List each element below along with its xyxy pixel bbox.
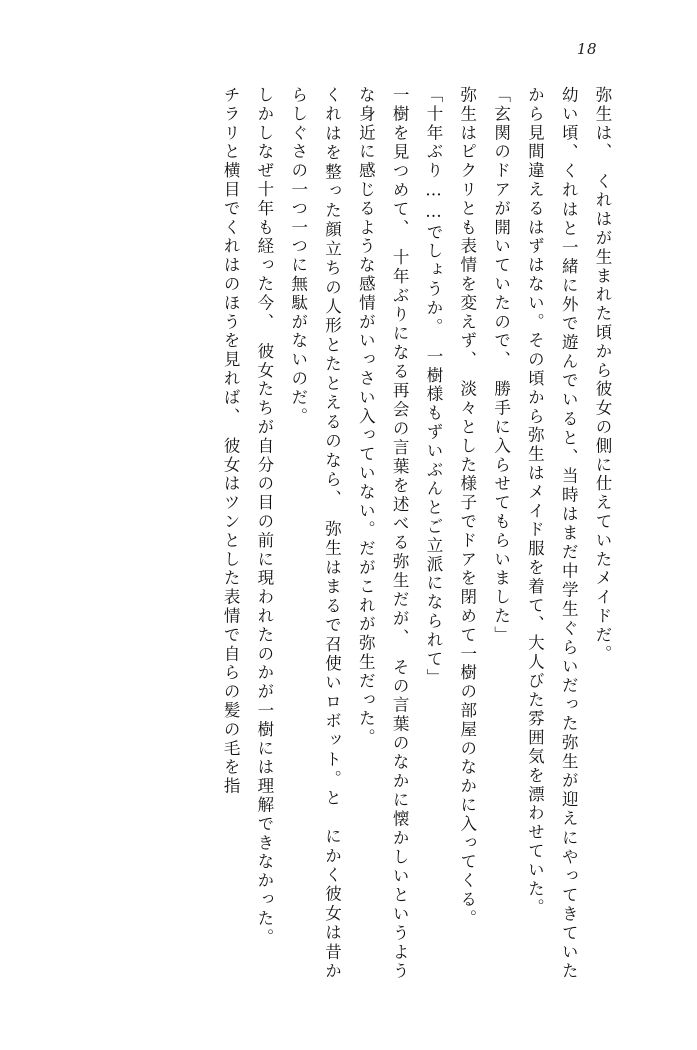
paragraph: 幼い頃、くれはと一緒に外で遊んでいると、当時はまだ中学生ぐらいだった弥生が迎えにやってきていたから見間違えるはずはない。その頃から弥生はメイド服を着て、大人びた雰囲気を漂わせていた。 xyxy=(525,86,579,981)
paragraph: 弥生は、 くれはが生まれた頃から彼女の側に仕えていたメイドだ。 xyxy=(593,86,612,664)
page-number: 18 xyxy=(576,40,597,58)
novel-body-text xyxy=(78,86,619,981)
paragraph: しかしなぜ十年も経った今、 彼女たちが自分の目の前に現われたのかが一樹には理解できなかった。 xyxy=(254,86,274,948)
paragraph: チラリと横目でくれはのほうを見れば、 彼女はツンとした表情で自らの髪の毛を指 xyxy=(221,86,241,796)
paragraph: 「玄関のドアが開いていたので、 勝手に入らせてもらいました」 xyxy=(491,86,511,645)
paragraph: 弥生はピクリとも表情を変えず、 淡々とした様子でドアを閉めて一樹の部屋のなかに入ってくる。 xyxy=(457,86,477,929)
paragraph: くれはを整った顔立ちの人形とたとえるのなら、 弥生はまるで召使いロボット。と にかく彼女は昔からしぐさの一つ一つに無駄がないのだ。 xyxy=(288,86,342,981)
paragraph: 一樹を見つめて、 十年ぶりになる再会の言葉を述べる弥生だが、 その言葉のなかに懐かしいというような身近に感じるような感情がいっさい入っていない。だがこれが弥生だった。 xyxy=(356,86,410,981)
paragraph: 「十年ぶり……でしょうか。 一樹様もずいぶんとご立派になられて」 xyxy=(423,86,443,688)
